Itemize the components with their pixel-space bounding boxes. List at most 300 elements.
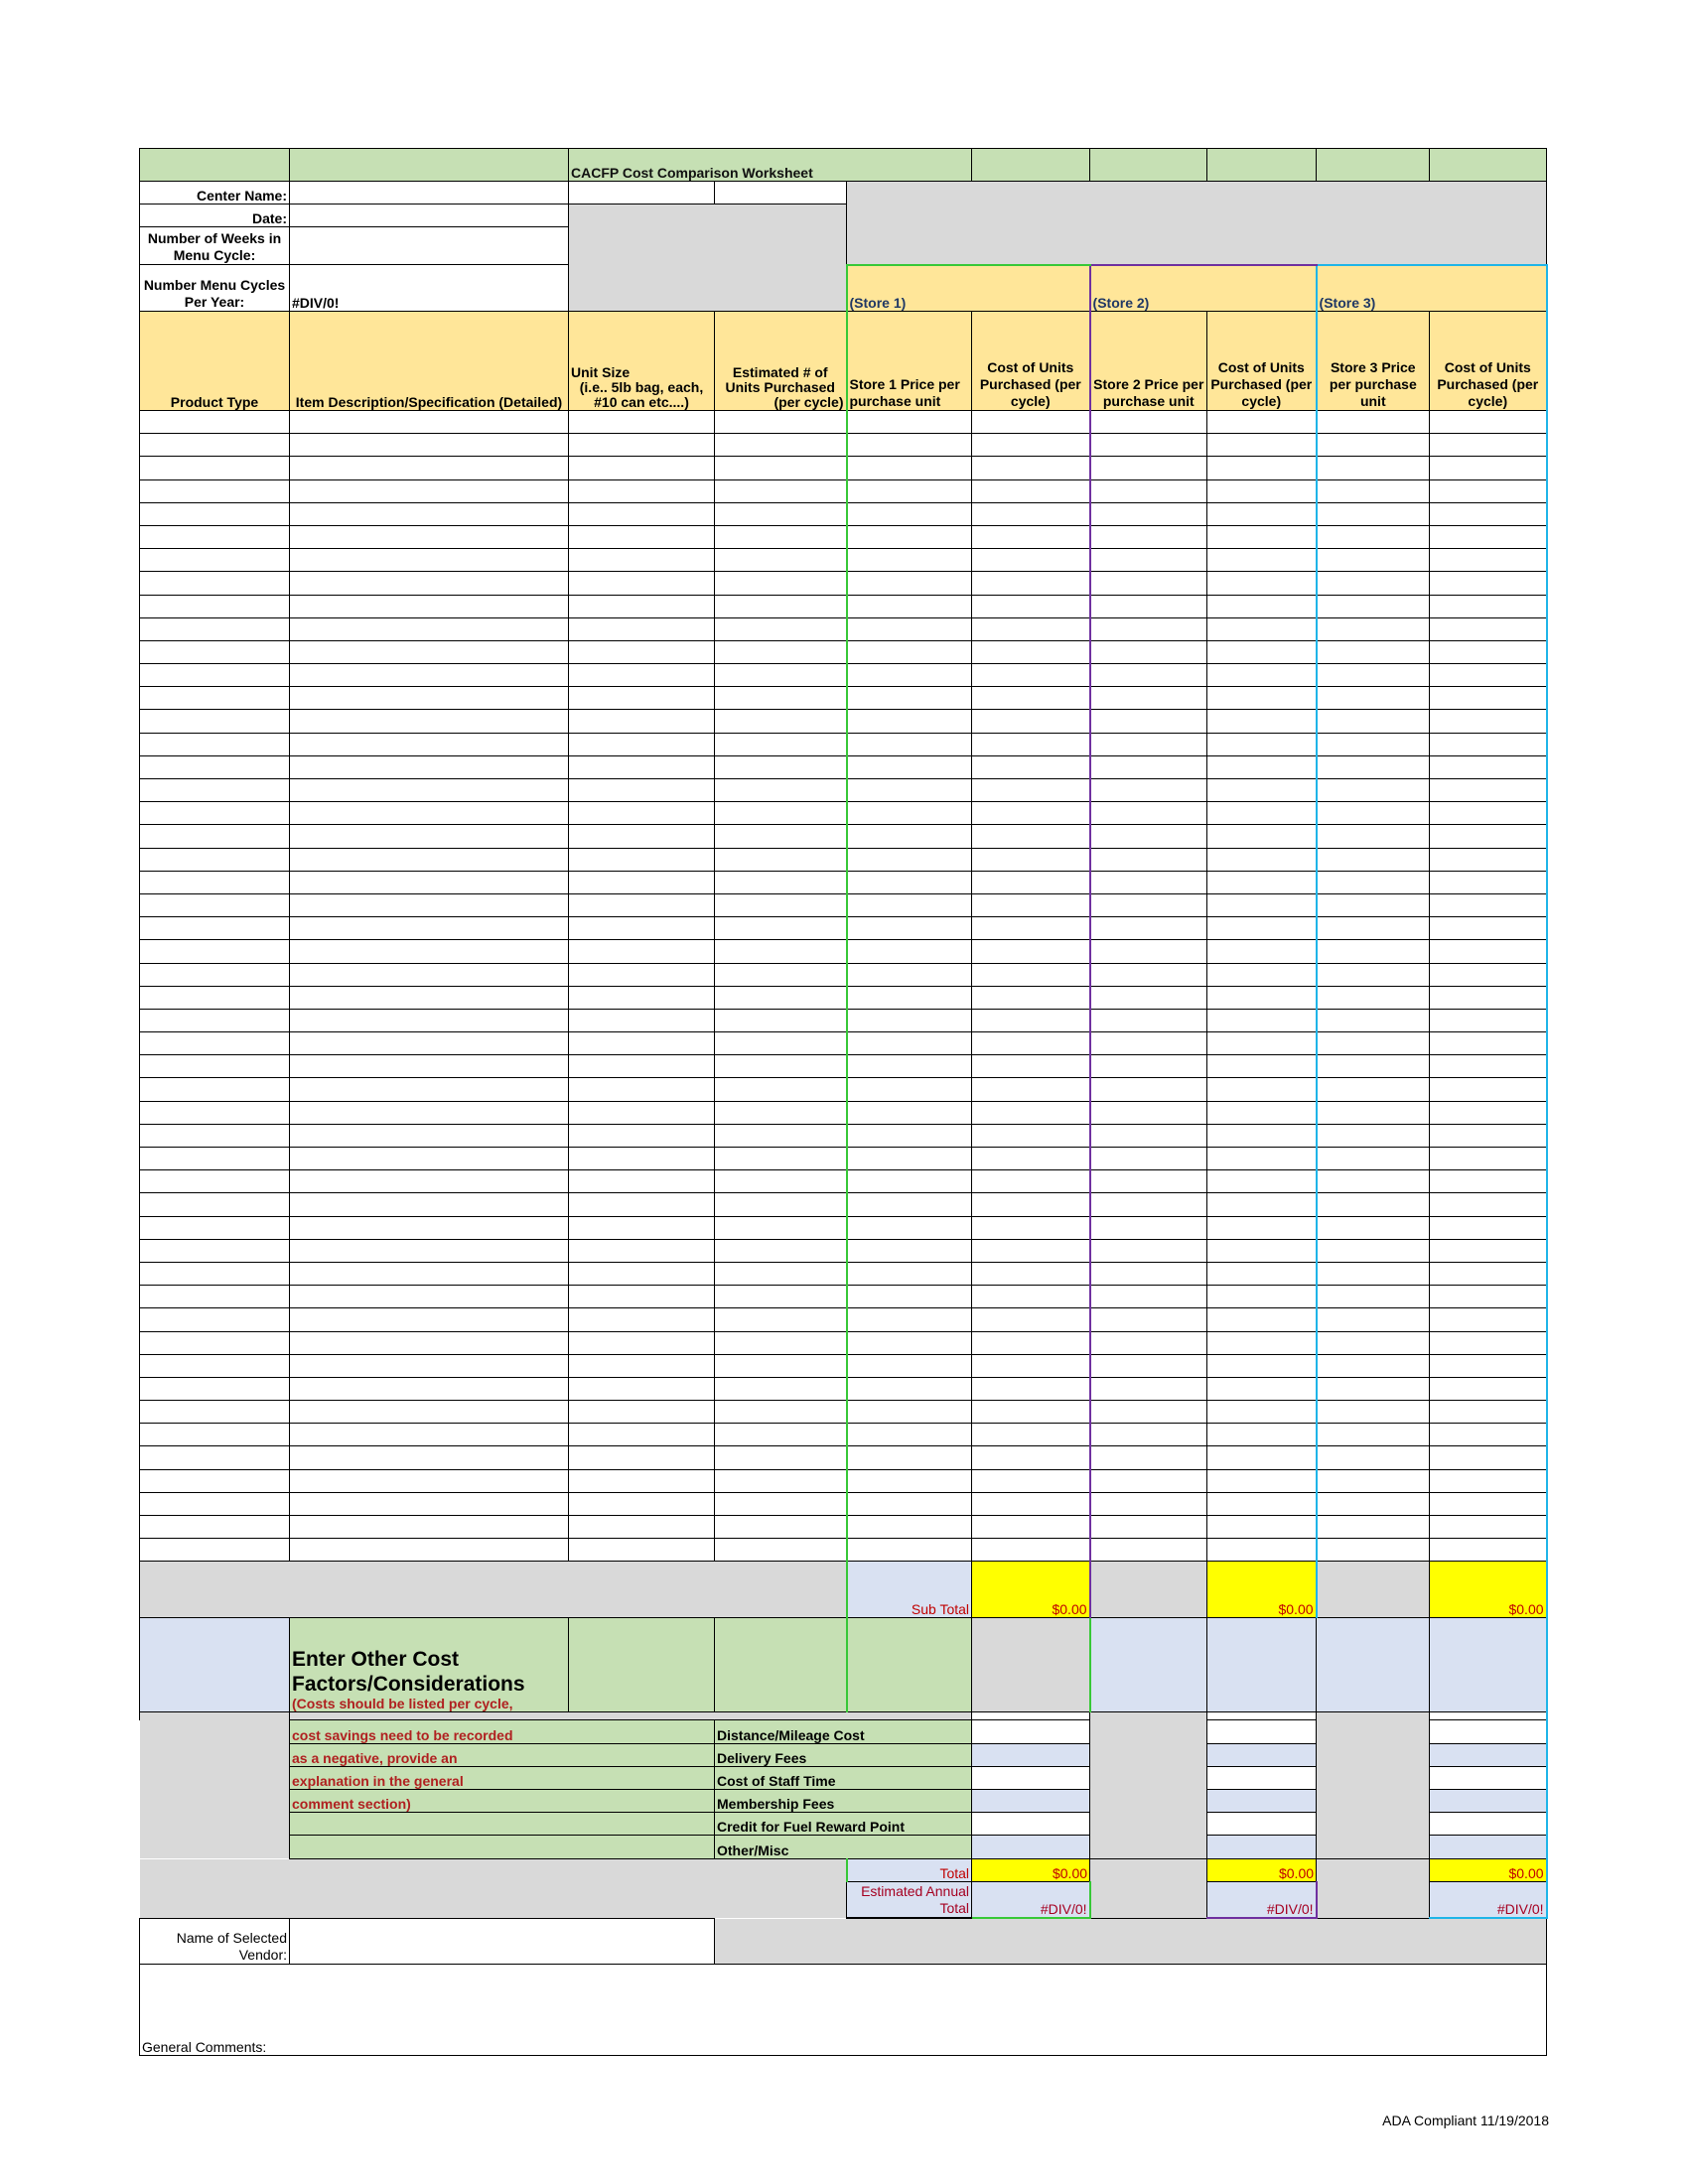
entry-cell[interactable] (1090, 1401, 1207, 1424)
entry-cell[interactable] (140, 1492, 290, 1515)
entry-cell[interactable] (569, 1262, 715, 1285)
entry-cell[interactable] (972, 525, 1090, 548)
entry-cell[interactable] (140, 1354, 290, 1377)
entry-cell[interactable] (290, 1492, 569, 1515)
entry-cell[interactable] (1317, 1469, 1430, 1492)
entry-cell[interactable] (847, 1239, 972, 1262)
entry-cell[interactable] (569, 917, 715, 940)
entry-cell[interactable] (1317, 755, 1430, 778)
entry-cell[interactable] (715, 1009, 847, 1031)
entry-cell[interactable] (569, 617, 715, 640)
entry-cell[interactable] (140, 779, 290, 802)
entry-cell[interactable] (140, 1469, 290, 1492)
entry-cell[interactable] (1090, 802, 1207, 825)
entry-cell[interactable] (972, 1078, 1090, 1101)
entry-cell[interactable] (569, 1331, 715, 1354)
entry-cell[interactable] (972, 1354, 1090, 1377)
entry-cell[interactable] (715, 963, 847, 986)
entry-cell[interactable] (140, 1055, 290, 1078)
entry-cell[interactable] (1317, 1148, 1430, 1170)
entry-cell[interactable] (290, 1331, 569, 1354)
entry-cell[interactable] (1317, 963, 1430, 986)
entry-cell[interactable] (847, 1148, 972, 1170)
entry-cell[interactable] (1317, 572, 1430, 595)
entry-cell[interactable] (140, 1216, 290, 1239)
weeks-in-cycle-input[interactable] (290, 227, 569, 265)
entry-cell[interactable] (1090, 1032, 1207, 1055)
store-3-factor-input[interactable] (1430, 1766, 1547, 1789)
entry-cell[interactable] (972, 963, 1090, 986)
entry-cell[interactable] (715, 917, 847, 940)
entry-cell[interactable] (140, 640, 290, 663)
entry-cell[interactable] (847, 1424, 972, 1446)
date-input[interactable] (290, 205, 569, 227)
entry-cell[interactable] (715, 572, 847, 595)
entry-cell[interactable] (1207, 479, 1317, 502)
entry-cell[interactable] (1317, 457, 1430, 479)
entry-cell[interactable] (972, 1239, 1090, 1262)
entry-cell[interactable] (715, 479, 847, 502)
entry-cell[interactable] (1317, 687, 1430, 710)
entry-cell[interactable] (715, 1516, 847, 1539)
entry-cell[interactable] (140, 848, 290, 871)
entry-cell[interactable] (1090, 1539, 1207, 1562)
entry-cell[interactable] (1207, 617, 1317, 640)
entry-cell[interactable] (1090, 1308, 1207, 1331)
entry-cell[interactable] (1430, 1148, 1547, 1170)
entry-cell[interactable] (715, 1124, 847, 1147)
entry-cell[interactable] (1090, 434, 1207, 457)
entry-cell[interactable] (1090, 1446, 1207, 1469)
entry-cell[interactable] (290, 1446, 569, 1469)
entry-cell[interactable] (569, 893, 715, 916)
entry-cell[interactable] (847, 1055, 972, 1078)
entry-cell[interactable] (847, 1469, 972, 1492)
entry-cell[interactable] (972, 1216, 1090, 1239)
entry-cell[interactable] (1090, 710, 1207, 733)
entry-cell[interactable] (715, 779, 847, 802)
vendor-input[interactable] (290, 1918, 715, 1964)
entry-cell[interactable] (1090, 572, 1207, 595)
entry-cell[interactable] (290, 733, 569, 755)
entry-cell[interactable] (569, 479, 715, 502)
entry-cell[interactable] (1207, 1446, 1317, 1469)
entry-cell[interactable] (569, 1492, 715, 1515)
entry-cell[interactable] (715, 434, 847, 457)
entry-cell[interactable] (1317, 710, 1430, 733)
entry-cell[interactable] (1430, 1193, 1547, 1216)
entry-cell[interactable] (1317, 1308, 1430, 1331)
entry-cell[interactable] (1090, 1331, 1207, 1354)
entry-cell[interactable] (569, 1354, 715, 1377)
entry-cell[interactable] (847, 502, 972, 525)
entry-cell[interactable] (1207, 1262, 1317, 1285)
entry-cell[interactable] (715, 1331, 847, 1354)
entry-cell[interactable] (290, 963, 569, 986)
entry-cell[interactable] (972, 1401, 1090, 1424)
entry-cell[interactable] (569, 595, 715, 617)
entry-cell[interactable] (1207, 411, 1317, 434)
entry-cell[interactable] (847, 1401, 972, 1424)
entry-cell[interactable] (715, 940, 847, 963)
entry-cell[interactable] (1430, 479, 1547, 502)
entry-cell[interactable] (1090, 1148, 1207, 1170)
entry-cell[interactable] (972, 1032, 1090, 1055)
entry-cell[interactable] (715, 986, 847, 1009)
entry-cell[interactable] (290, 802, 569, 825)
entry-cell[interactable] (715, 1101, 847, 1124)
entry-cell[interactable] (140, 825, 290, 848)
entry-cell[interactable] (140, 1170, 290, 1193)
entry-cell[interactable] (847, 1009, 972, 1031)
entry-cell[interactable] (715, 1424, 847, 1446)
entry-cell[interactable] (290, 1239, 569, 1262)
entry-cell[interactable] (140, 1101, 290, 1124)
entry-cell[interactable] (290, 755, 569, 778)
entry-cell[interactable] (847, 1078, 972, 1101)
store-3-factor-input[interactable] (1430, 1743, 1547, 1766)
entry-cell[interactable] (715, 1262, 847, 1285)
entry-cell[interactable] (1207, 572, 1317, 595)
entry-cell[interactable] (847, 411, 972, 434)
entry-cell[interactable] (1317, 848, 1430, 871)
entry-cell[interactable] (1090, 411, 1207, 434)
entry-cell[interactable] (290, 1377, 569, 1400)
entry-cell[interactable] (1090, 549, 1207, 572)
entry-cell[interactable] (972, 825, 1090, 848)
entry-cell[interactable] (972, 664, 1090, 687)
entry-cell[interactable] (1430, 733, 1547, 755)
entry-cell[interactable] (1207, 1424, 1317, 1446)
entry-cell[interactable] (715, 755, 847, 778)
entry-cell[interactable] (1207, 1539, 1317, 1562)
entry-cell[interactable] (140, 687, 290, 710)
entry-cell[interactable] (1430, 525, 1547, 548)
entry-cell[interactable] (290, 595, 569, 617)
entry-cell[interactable] (290, 940, 569, 963)
store-2-factor-input[interactable] (1207, 1836, 1317, 1858)
entry-cell[interactable] (1430, 1170, 1547, 1193)
store-3-factor-input[interactable] (1430, 1789, 1547, 1812)
entry-cell[interactable] (569, 1239, 715, 1262)
entry-cell[interactable] (1317, 549, 1430, 572)
entry-cell[interactable] (847, 1193, 972, 1216)
entry-cell[interactable] (972, 755, 1090, 778)
entry-cell[interactable] (715, 871, 847, 893)
entry-cell[interactable] (972, 617, 1090, 640)
entry-cell[interactable] (1317, 802, 1430, 825)
entry-cell[interactable] (1430, 755, 1547, 778)
entry-cell[interactable] (290, 1101, 569, 1124)
entry-cell[interactable] (1317, 1078, 1430, 1101)
entry-cell[interactable] (1207, 893, 1317, 916)
entry-cell[interactable] (1317, 502, 1430, 525)
entry-cell[interactable] (715, 802, 847, 825)
entry-cell[interactable] (972, 687, 1090, 710)
entry-cell[interactable] (1317, 1401, 1430, 1424)
entry-cell[interactable] (847, 755, 972, 778)
entry-cell[interactable] (569, 802, 715, 825)
entry-cell[interactable] (290, 1193, 569, 1216)
entry-cell[interactable] (715, 640, 847, 663)
entry-cell[interactable] (715, 1078, 847, 1101)
entry-cell[interactable] (1430, 917, 1547, 940)
entry-cell[interactable] (1207, 1193, 1317, 1216)
entry-cell[interactable] (972, 1446, 1090, 1469)
entry-cell[interactable] (1207, 434, 1317, 457)
entry-cell[interactable] (290, 687, 569, 710)
entry-cell[interactable] (1090, 664, 1207, 687)
entry-cell[interactable] (569, 1516, 715, 1539)
entry-cell[interactable] (1207, 1101, 1317, 1124)
entry-cell[interactable] (140, 1262, 290, 1285)
entry-cell[interactable] (569, 1032, 715, 1055)
entry-cell[interactable] (1430, 940, 1547, 963)
store-2-factor-input[interactable] (1207, 1720, 1317, 1743)
entry-cell[interactable] (1207, 1401, 1317, 1424)
entry-cell[interactable] (847, 525, 972, 548)
entry-cell[interactable] (847, 710, 972, 733)
entry-cell[interactable] (1317, 1032, 1430, 1055)
entry-cell[interactable] (972, 1193, 1090, 1216)
entry-cell[interactable] (1090, 1239, 1207, 1262)
entry-cell[interactable] (972, 1262, 1090, 1285)
entry-cell[interactable] (715, 1032, 847, 1055)
entry-cell[interactable] (1317, 664, 1430, 687)
entry-cell[interactable] (569, 825, 715, 848)
store-2-factor-input[interactable] (1207, 1766, 1317, 1789)
entry-cell[interactable] (1317, 525, 1430, 548)
entry-cell[interactable] (1317, 411, 1430, 434)
entry-cell[interactable] (140, 479, 290, 502)
entry-cell[interactable] (847, 1516, 972, 1539)
general-comments-box[interactable] (140, 1964, 1547, 2055)
entry-cell[interactable] (1430, 825, 1547, 848)
entry-cell[interactable] (972, 1286, 1090, 1308)
entry-cell[interactable] (847, 1032, 972, 1055)
entry-cell[interactable] (1090, 502, 1207, 525)
entry-cell[interactable] (569, 572, 715, 595)
store-1-factor-input[interactable] (972, 1789, 1090, 1812)
entry-cell[interactable] (847, 1354, 972, 1377)
entry-cell[interactable] (290, 411, 569, 434)
entry-cell[interactable] (715, 502, 847, 525)
entry-cell[interactable] (140, 664, 290, 687)
entry-cell[interactable] (715, 1193, 847, 1216)
entry-cell[interactable] (1317, 1424, 1430, 1446)
entry-cell[interactable] (972, 871, 1090, 893)
entry-cell[interactable] (1430, 457, 1547, 479)
entry-cell[interactable] (569, 1101, 715, 1124)
entry-cell[interactable] (715, 687, 847, 710)
entry-cell[interactable] (847, 893, 972, 916)
entry-cell[interactable] (1090, 733, 1207, 755)
entry-cell[interactable] (847, 986, 972, 1009)
entry-cell[interactable] (569, 710, 715, 733)
entry-cell[interactable] (1430, 1331, 1547, 1354)
entry-cell[interactable] (1090, 1469, 1207, 1492)
entry-cell[interactable] (569, 502, 715, 525)
entry-cell[interactable] (715, 595, 847, 617)
entry-cell[interactable] (1090, 1492, 1207, 1515)
entry-cell[interactable] (1317, 825, 1430, 848)
entry-cell[interactable] (847, 1170, 972, 1193)
entry-cell[interactable] (1317, 1539, 1430, 1562)
entry-cell[interactable] (1090, 457, 1207, 479)
entry-cell[interactable] (569, 1424, 715, 1446)
store-1-factor-input[interactable] (972, 1720, 1090, 1743)
entry-cell[interactable] (569, 687, 715, 710)
entry-cell[interactable] (140, 1009, 290, 1031)
entry-cell[interactable] (140, 1124, 290, 1147)
entry-cell[interactable] (569, 640, 715, 663)
entry-cell[interactable] (972, 893, 1090, 916)
entry-cell[interactable] (1207, 1055, 1317, 1078)
entry-cell[interactable] (715, 1148, 847, 1170)
entry-cell[interactable] (715, 411, 847, 434)
entry-cell[interactable] (847, 1216, 972, 1239)
entry-cell[interactable] (972, 1516, 1090, 1539)
entry-cell[interactable] (569, 549, 715, 572)
entry-cell[interactable] (1317, 940, 1430, 963)
entry-cell[interactable] (1207, 664, 1317, 687)
entry-cell[interactable] (290, 1401, 569, 1424)
entry-cell[interactable] (569, 1286, 715, 1308)
entry-cell[interactable] (1090, 1124, 1207, 1147)
entry-cell[interactable] (290, 1308, 569, 1331)
entry-cell[interactable] (715, 733, 847, 755)
entry-cell[interactable] (290, 434, 569, 457)
entry-cell[interactable] (972, 917, 1090, 940)
entry-cell[interactable] (972, 1424, 1090, 1446)
entry-cell[interactable] (1430, 1539, 1547, 1562)
entry-cell[interactable] (1207, 457, 1317, 479)
entry-cell[interactable] (1430, 1377, 1547, 1400)
entry-cell[interactable] (847, 1377, 972, 1400)
entry-cell[interactable] (1090, 917, 1207, 940)
entry-cell[interactable] (140, 1516, 290, 1539)
entry-cell[interactable] (1430, 1216, 1547, 1239)
entry-cell[interactable] (1430, 1401, 1547, 1424)
entry-cell[interactable] (140, 710, 290, 733)
entry-cell[interactable] (972, 1055, 1090, 1078)
entry-cell[interactable] (290, 1424, 569, 1446)
entry-cell[interactable] (569, 733, 715, 755)
entry-cell[interactable] (1317, 733, 1430, 755)
entry-cell[interactable] (1430, 549, 1547, 572)
entry-cell[interactable] (290, 479, 569, 502)
entry-cell[interactable] (290, 893, 569, 916)
entry-cell[interactable] (1090, 1101, 1207, 1124)
entry-cell[interactable] (715, 1239, 847, 1262)
entry-cell[interactable] (1090, 479, 1207, 502)
entry-cell[interactable] (972, 640, 1090, 663)
entry-cell[interactable] (1207, 525, 1317, 548)
entry-cell[interactable] (569, 963, 715, 986)
entry-cell[interactable] (569, 1193, 715, 1216)
entry-cell[interactable] (1207, 917, 1317, 940)
entry-cell[interactable] (1430, 1492, 1547, 1515)
entry-cell[interactable] (1090, 1078, 1207, 1101)
entry-cell[interactable] (847, 1101, 972, 1124)
entry-cell[interactable] (847, 595, 972, 617)
entry-cell[interactable] (715, 848, 847, 871)
entry-cell[interactable] (140, 457, 290, 479)
entry-cell[interactable] (569, 779, 715, 802)
entry-cell[interactable] (715, 1446, 847, 1469)
entry-cell[interactable] (1207, 802, 1317, 825)
entry-cell[interactable] (1317, 1286, 1430, 1308)
entry-cell[interactable] (1317, 1101, 1430, 1124)
store-3-factor-input[interactable] (1430, 1813, 1547, 1836)
store-3-factor-input[interactable] (1430, 1836, 1547, 1858)
entry-cell[interactable] (290, 825, 569, 848)
entry-cell[interactable] (140, 986, 290, 1009)
entry-cell[interactable] (290, 457, 569, 479)
entry-cell[interactable] (140, 1032, 290, 1055)
entry-cell[interactable] (715, 1354, 847, 1377)
entry-cell[interactable] (1430, 1469, 1547, 1492)
center-name-input-2[interactable] (569, 182, 715, 205)
entry-cell[interactable] (972, 457, 1090, 479)
entry-cell[interactable] (1090, 640, 1207, 663)
entry-cell[interactable] (972, 1539, 1090, 1562)
entry-cell[interactable] (290, 1354, 569, 1377)
entry-cell[interactable] (1430, 572, 1547, 595)
entry-cell[interactable] (1207, 1492, 1317, 1515)
entry-cell[interactable] (290, 549, 569, 572)
entry-cell[interactable] (1207, 502, 1317, 525)
entry-cell[interactable] (1430, 893, 1547, 916)
entry-cell[interactable] (715, 893, 847, 916)
entry-cell[interactable] (847, 871, 972, 893)
entry-cell[interactable] (1317, 1446, 1430, 1469)
center-name-input-3[interactable] (715, 182, 847, 205)
entry-cell[interactable] (140, 963, 290, 986)
entry-cell[interactable] (1317, 1009, 1430, 1031)
entry-cell[interactable] (569, 986, 715, 1009)
entry-cell[interactable] (1207, 755, 1317, 778)
entry-cell[interactable] (1207, 1331, 1317, 1354)
entry-cell[interactable] (1207, 1354, 1317, 1377)
entry-cell[interactable] (715, 1377, 847, 1400)
entry-cell[interactable] (569, 1170, 715, 1193)
entry-cell[interactable] (972, 940, 1090, 963)
entry-cell[interactable] (1207, 871, 1317, 893)
entry-cell[interactable] (1207, 963, 1317, 986)
entry-cell[interactable] (715, 1492, 847, 1515)
entry-cell[interactable] (847, 1492, 972, 1515)
entry-cell[interactable] (1430, 1239, 1547, 1262)
entry-cell[interactable] (140, 1377, 290, 1400)
entry-cell[interactable] (1207, 733, 1317, 755)
entry-cell[interactable] (290, 1286, 569, 1308)
entry-cell[interactable] (569, 434, 715, 457)
entry-cell[interactable] (972, 411, 1090, 434)
entry-cell[interactable] (1090, 755, 1207, 778)
entry-cell[interactable] (1430, 1424, 1547, 1446)
entry-cell[interactable] (1317, 1516, 1430, 1539)
entry-cell[interactable] (1090, 1009, 1207, 1031)
entry-cell[interactable] (1430, 1308, 1547, 1331)
entry-cell[interactable] (290, 664, 569, 687)
entry-cell[interactable] (1317, 1170, 1430, 1193)
entry-cell[interactable] (1430, 640, 1547, 663)
entry-cell[interactable] (1317, 871, 1430, 893)
entry-cell[interactable] (569, 1124, 715, 1147)
entry-cell[interactable] (290, 1262, 569, 1285)
entry-cell[interactable] (140, 755, 290, 778)
